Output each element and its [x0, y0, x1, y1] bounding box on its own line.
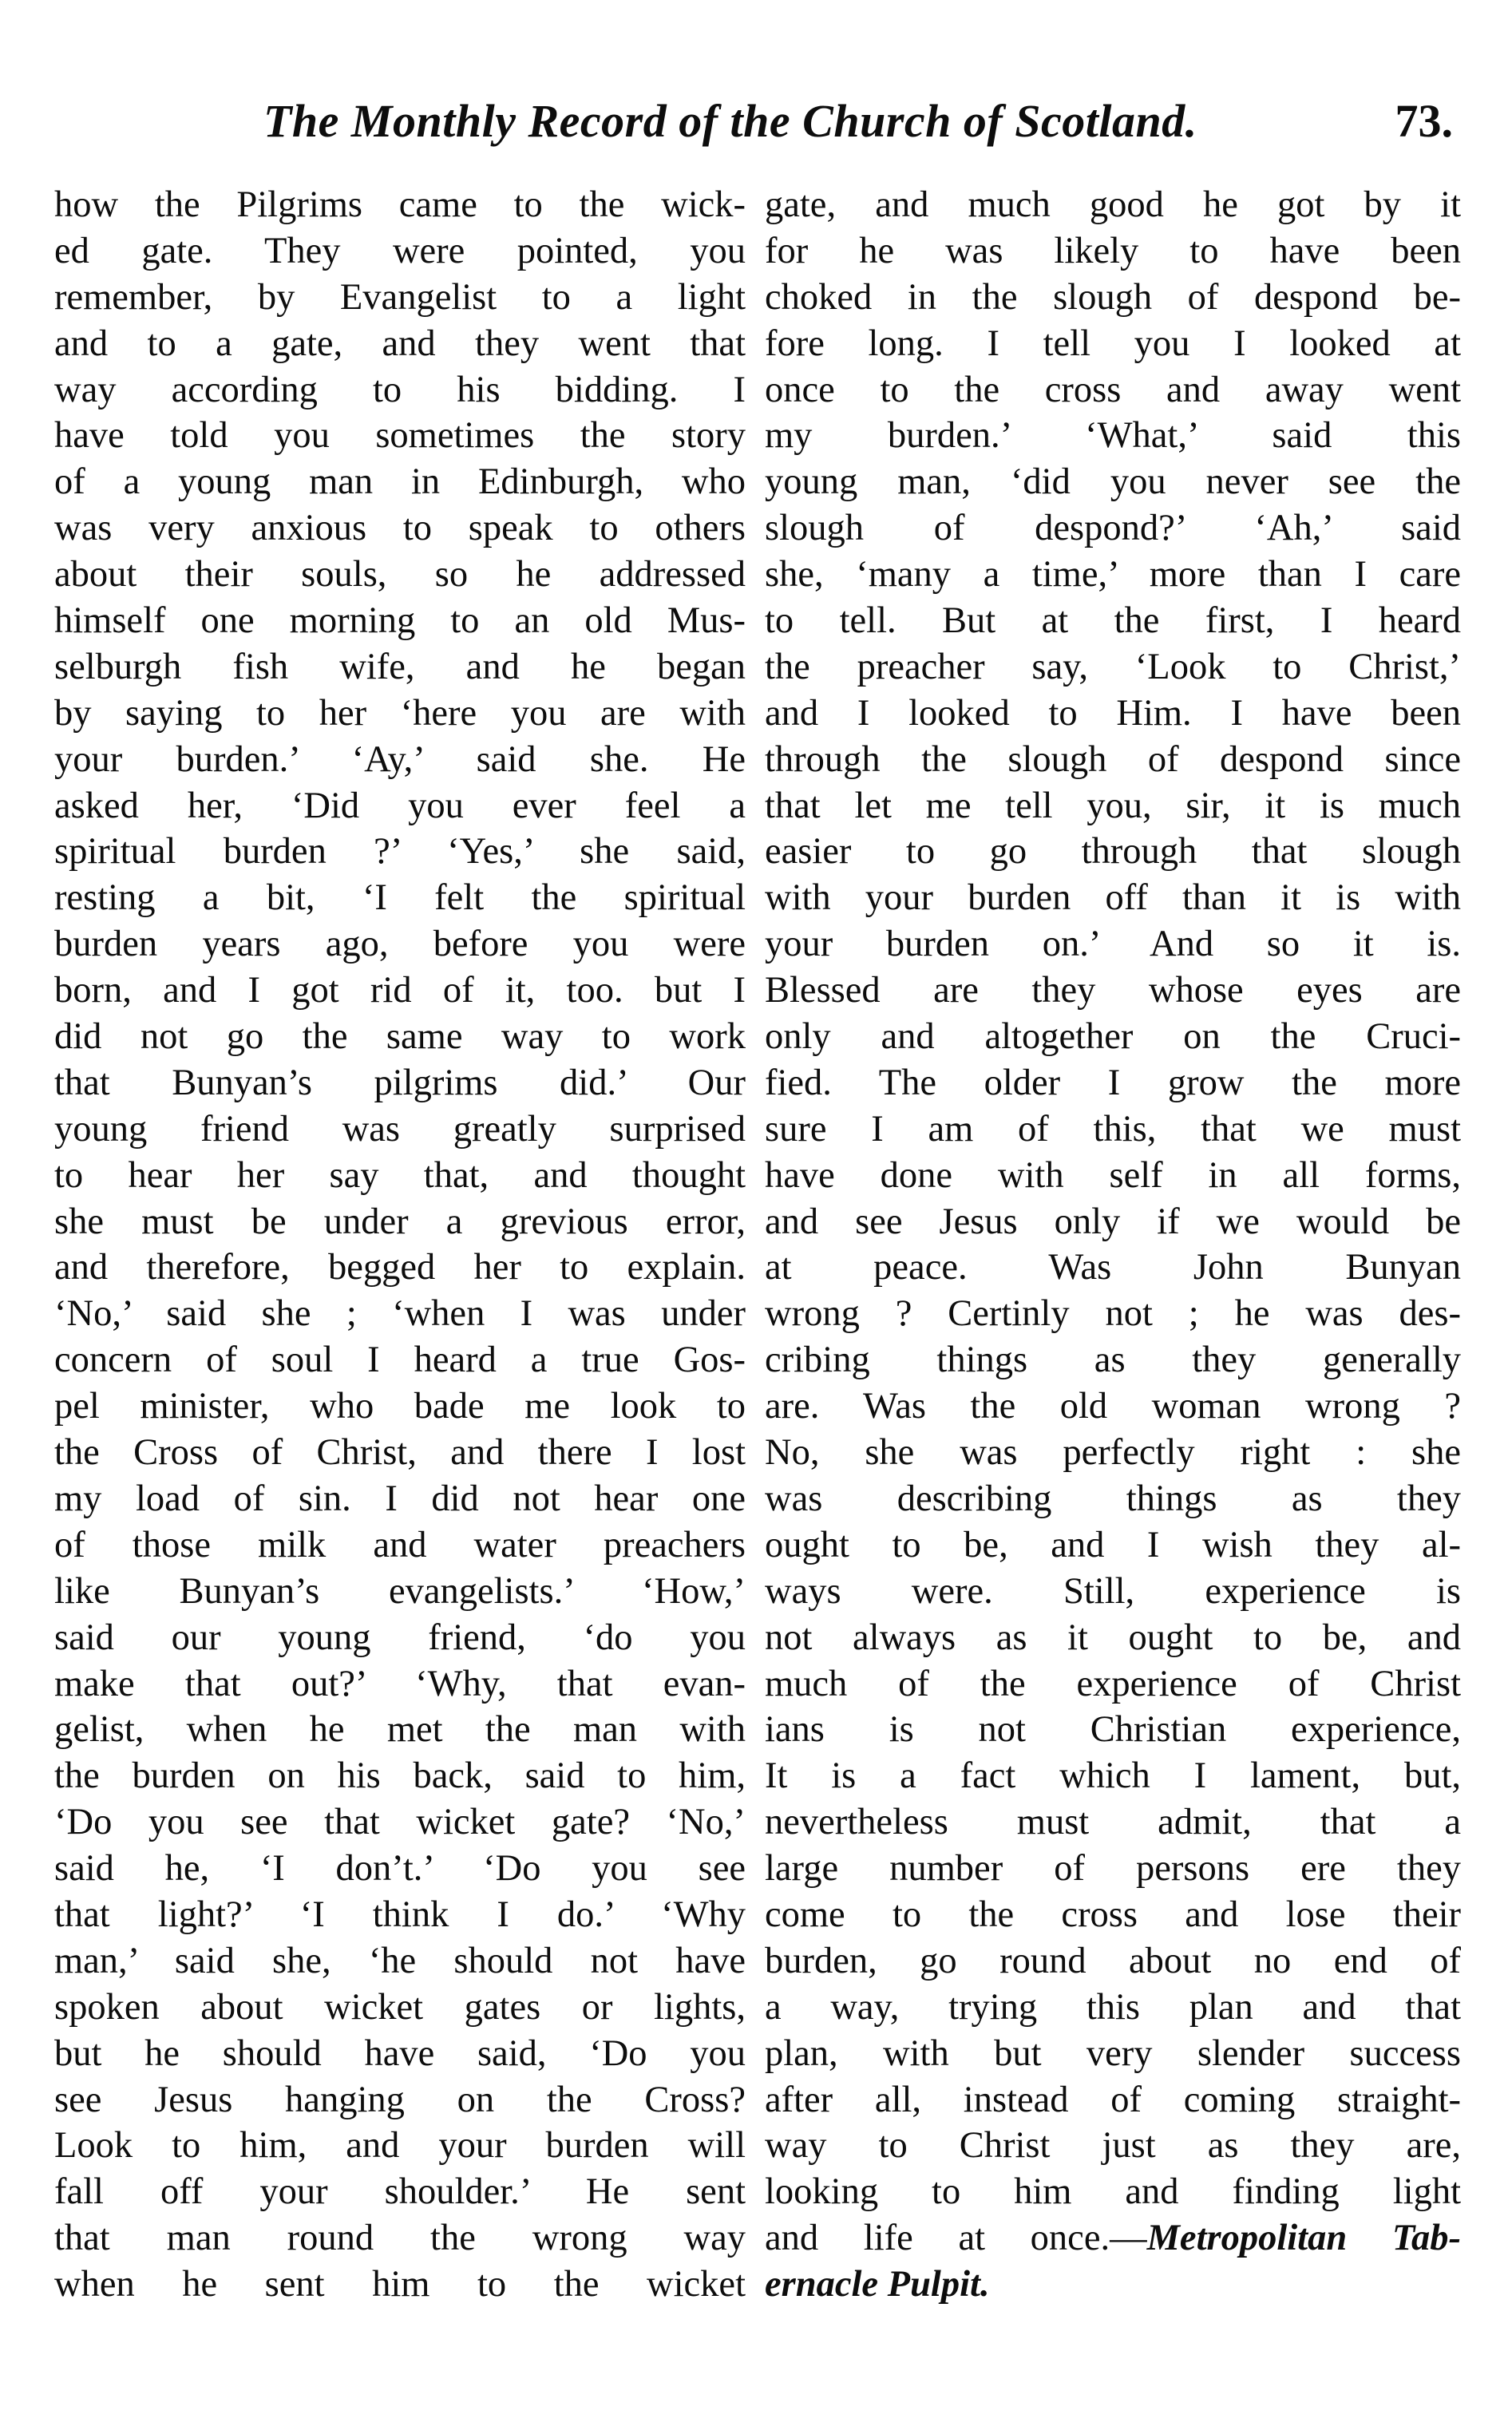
- text-line: much of the experience of Christ: [765, 1663, 1461, 1704]
- text-line: [765, 2215, 1461, 2262]
- text-line: It is a fact which I lament, but,: [765, 1755, 1461, 1797]
- text-line: the Cross of Christ, and there I lost: [54, 1432, 746, 1474]
- text-line: sure I am of this, that we must: [765, 1108, 1461, 1150]
- text-line: through the slough of despond since: [765, 738, 1461, 780]
- text-line: asked her, ‘Did you ever feel a: [54, 785, 746, 826]
- text-line: burden years ago, before you were: [54, 924, 746, 965]
- text-line: are. Was the old woman wrong ?: [765, 1386, 1461, 1427]
- source-attribution: Metropolitan Tab-: [1146, 2218, 1461, 2259]
- text-line: how the Pilgrims came to the wick-: [54, 184, 746, 225]
- text-line: ians is not Christian experience,: [765, 1709, 1461, 1751]
- text-line: did not go the same way to work: [54, 1016, 746, 1058]
- running-head: [263, 94, 1453, 166]
- text-line: the preacher say, ‘Look to Christ,’: [765, 646, 1461, 687]
- text-line: cribing things as they generally: [765, 1340, 1461, 1381]
- text-line: Blessed are they whose eyes are: [765, 970, 1461, 1011]
- text-line: fied. The older I grow the more: [765, 1062, 1461, 1103]
- text-line: make that out?’ ‘Why, that evan-: [54, 1663, 746, 1704]
- text-line: slough of despond?’ ‘Ah,’ said: [765, 508, 1461, 549]
- text-line: that Bunyan’s pilgrims did.’ Our: [54, 1062, 746, 1103]
- text-line: concern of soul I heard a true Gos-: [54, 1340, 746, 1381]
- text-line: about their souls, so he addressed: [54, 554, 746, 596]
- text-line: of those milk and water preachers: [54, 1524, 746, 1565]
- text-line: have told you sometimes the story: [54, 415, 746, 457]
- text-line: was very anxious to speak to others: [54, 508, 746, 549]
- text-line: ways were. Still, experience is: [765, 1570, 1461, 1612]
- text-line: himself one morning to an old Mus-: [54, 600, 746, 642]
- text-line: when he sent him to the wicket: [54, 2264, 746, 2305]
- text-line: large number of persons ere they: [765, 1848, 1461, 1890]
- text-line: said he, ‘I don’t.’ ‘Do you see: [54, 1848, 746, 1890]
- text-line: she, ‘many a time,’ more than I care: [765, 554, 1461, 596]
- text-line: said our young friend, ‘do you: [54, 1617, 746, 1658]
- text-line: wrong ? Certinly not ; he was des-: [765, 1293, 1461, 1335]
- text-line: ed gate. They were pointed, you: [54, 230, 746, 271]
- text-line: remember, by Evangelist to a light: [54, 276, 746, 318]
- text-line: young man, ‘did you never see the: [765, 461, 1461, 503]
- text-line: choked in the slough of despond be-: [765, 276, 1461, 318]
- text-line: spiritual burden ?’ ‘Yes,’ she said,: [54, 831, 746, 873]
- text-line: and see Jesus only if we would be: [765, 1201, 1461, 1242]
- page-number: 73.: [1395, 95, 1453, 147]
- text-line: once to the cross and away went: [765, 369, 1461, 410]
- text-line: plan, with but very slender success: [765, 2032, 1461, 2074]
- left-text-column: [54, 182, 746, 2308]
- text-line: after all, instead of coming straight-: [765, 2079, 1461, 2120]
- text-line: and I looked to Him. I have been: [765, 692, 1461, 734]
- text-line: have done with self in all forms,: [765, 1154, 1461, 1196]
- text-line: resting a bit, ‘I felt the spiritual: [54, 877, 746, 919]
- text-line: your burden on.’ And so it is.: [765, 924, 1461, 965]
- text-line: for he was likely to have been: [765, 230, 1461, 271]
- text-line: nevertheless must admit, that a: [765, 1802, 1461, 1843]
- text-line: young friend was greatly surprised: [54, 1108, 746, 1150]
- text-line: only and altogether on the Cruci-: [765, 1016, 1461, 1058]
- text-line: easier to go through that slough: [765, 831, 1461, 873]
- text-line: she must be under a grevious error,: [54, 1201, 746, 1242]
- text-line: spoken about wicket gates or lights,: [54, 1986, 746, 2028]
- text-line: of a young man in Edinburgh, who: [54, 461, 746, 503]
- text-line: looking to him and finding light: [765, 2171, 1461, 2213]
- text-line: fore long. I tell you I looked at: [765, 323, 1461, 364]
- text-line: and to a gate, and they went that: [54, 323, 746, 364]
- text-line: not always as it ought to be, and: [765, 1617, 1461, 1658]
- text-line: a way, trying this plan and that: [765, 1986, 1461, 2028]
- text-line: my burden.’ ‘What,’ said this: [765, 415, 1461, 457]
- text-line: like Bunyan’s evangelists.’ ‘How,’: [54, 1570, 746, 1612]
- text-line: at peace. Was John Bunyan: [765, 1247, 1461, 1288]
- text-line: that let me tell you, sir, it is much: [765, 785, 1461, 826]
- text-line: ‘Do you see that wicket gate? ‘No,’: [54, 1802, 746, 1843]
- text-line: to tell. But at the first, I heard: [765, 600, 1461, 642]
- text-line: to hear her say that, and thought: [54, 1154, 746, 1196]
- text-line: ought to be, and I wish they al-: [765, 1524, 1461, 1565]
- text-line: come to the cross and lose their: [765, 1894, 1461, 1935]
- text-line: with your burden off than it is with: [765, 877, 1461, 919]
- text-line: selburgh fish wife, and he began: [54, 646, 746, 687]
- text-line: that light?’ ‘I think I do.’ ‘Why: [54, 1894, 746, 1935]
- text-line: ‘No,’ said she ; ‘when I was under: [54, 1293, 746, 1335]
- journal-title: The Monthly Record of the Church of Scotland.: [263, 95, 1197, 147]
- text-line: my load of sin. I did not hear one: [54, 1478, 746, 1519]
- text-line: your burden.’ ‘Ay,’ said she. He: [54, 738, 746, 780]
- text-line: fall off your shoulder.’ He sent: [54, 2171, 746, 2213]
- text-line: way according to his bidding. I: [54, 369, 746, 410]
- text-line: burden, go round about no end of: [765, 1940, 1461, 1981]
- text-line: and therefore, begged her to explain.: [54, 1247, 746, 1288]
- text-line: the burden on his back, said to him,: [54, 1755, 746, 1797]
- text-line: Look to him, and your burden will: [54, 2125, 746, 2167]
- text-line: man,’ said she, ‘he should not have: [54, 1940, 746, 1981]
- text-line: No, she was perfectly right : she: [765, 1432, 1461, 1474]
- closing-text: and life at once.—: [765, 2218, 1147, 2259]
- text-line: that man round the wrong way: [54, 2218, 746, 2259]
- text-line: see Jesus hanging on the Cross?: [54, 2079, 746, 2120]
- text-line: way to Christ just as they are,: [765, 2125, 1461, 2167]
- text-line: pel minister, who bade me look to: [54, 1386, 746, 1427]
- text-line: gelist, when he met the man with: [54, 1709, 746, 1751]
- source-attribution-continued: ernacle Pulpit.: [765, 2264, 990, 2305]
- text-line: gate, and much good he got by it: [765, 184, 1461, 225]
- right-text-column: [765, 182, 1461, 2308]
- text-line: born, and I got rid of it, too. but I: [54, 970, 746, 1011]
- text-line: by saying to her ‘here you are with: [54, 692, 746, 734]
- text-line: but he should have said, ‘Do you: [54, 2032, 746, 2074]
- text-line: was describing things as they: [765, 1478, 1461, 1519]
